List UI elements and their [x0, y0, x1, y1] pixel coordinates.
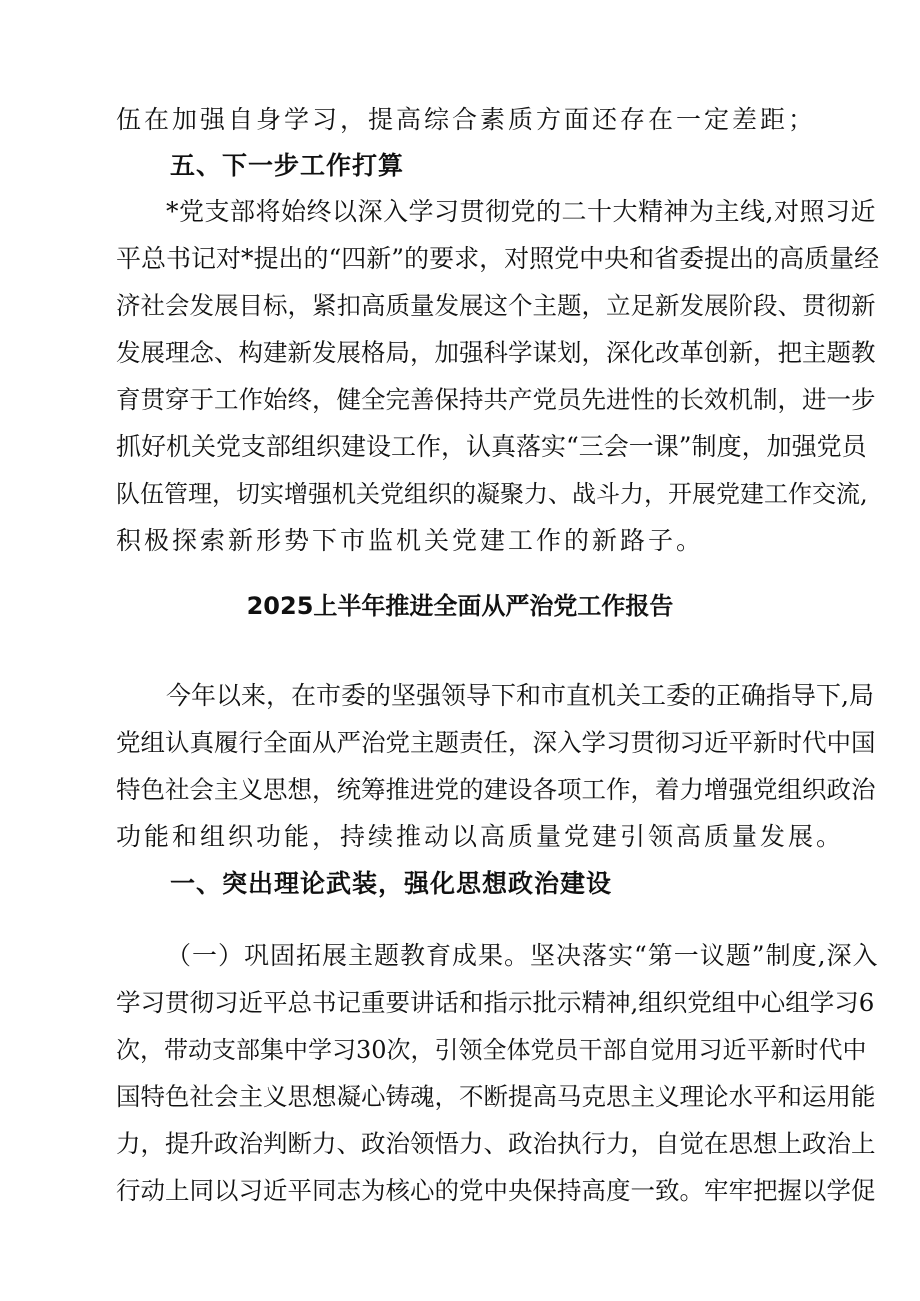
paragraph-line: 育贯穿于工作始终，健全完善保持共产党员先进性的长效机制，进一步 [116, 385, 876, 414]
paragraph-line: 力，提升政治判断力、政治领悟力、政治执行力，自觉在思想上政治上 [116, 1129, 876, 1158]
paragraph-line: 行动上同以习近平同志为核心的党中央保持高度一致。牢牢把握以学促 [116, 1176, 876, 1205]
paragraph-line: 国特色社会主义思想凝心铸魂，不断提高马克思主义理论水平和运用能 [116, 1082, 876, 1111]
paragraph-line: 队伍管理，切实增强机关党组织的凝聚力、战斗力，开展党建工作交流, [116, 480, 868, 508]
paragraph-line: 平总书记对*提出的“四新”的要求，对照党中央和省委提出的高质量经 [116, 244, 880, 273]
section-heading-theory: 一、突出理论武装，强化思想政治建设 [170, 869, 613, 898]
paragraph-line: （一）巩固拓展主题教育成果。坚决落实“第一议题”制度,深入 [166, 941, 879, 970]
paragraph-line: 学习贯彻习近平总书记重要讲话和指示批示精神,组织党组中心组学习6 [116, 988, 875, 1017]
paragraph-line: 次，带动支部集中学习30次，引领全体党员干部自觉用习近平新时代中 [116, 1036, 867, 1064]
paragraph-line: *党支部将始终以深入学习贯彻党的二十大精神为主线,对照习近 [166, 197, 876, 226]
paragraph-line: 特色社会主义思想，统筹推进党的建设各项工作，着力增强党组织政治 [116, 775, 876, 804]
report-title: 2025上半年推进全面从严治党工作报告 [246, 592, 674, 620]
paragraph-line: 功能和组织功能，持续推动以高质量党建引领高质量发展。 [116, 822, 845, 851]
paragraph-line: 党组认真履行全面从严治党主题责任，深入学习贯彻习近平新时代中国 [116, 728, 876, 757]
section-heading-next-steps: 五、下一步工作打算 [170, 151, 405, 180]
paragraph-line: 积极探索新形势下市监机关党建工作的新路子。 [116, 526, 705, 555]
paragraph-line: 济社会发展目标，紧扣高质量发展这个主题，立足新发展阶段、贯彻新 [116, 291, 876, 320]
paragraph-line: 今年以来，在市委的坚强领导下和市直机关工委的正确指导下,局 [166, 681, 874, 710]
paragraph-line: 发展理念、构建新发展格局，加强科学谋划，深化改革创新，把主题教 [116, 338, 876, 367]
paragraph-line: 伍在加强自身学习，提高综合素质方面还存在一定差距； [116, 105, 817, 134]
paragraph-line: 抓好机关党支部组织建设工作，认真落实“三会一课”制度，加强党员 [116, 432, 867, 461]
